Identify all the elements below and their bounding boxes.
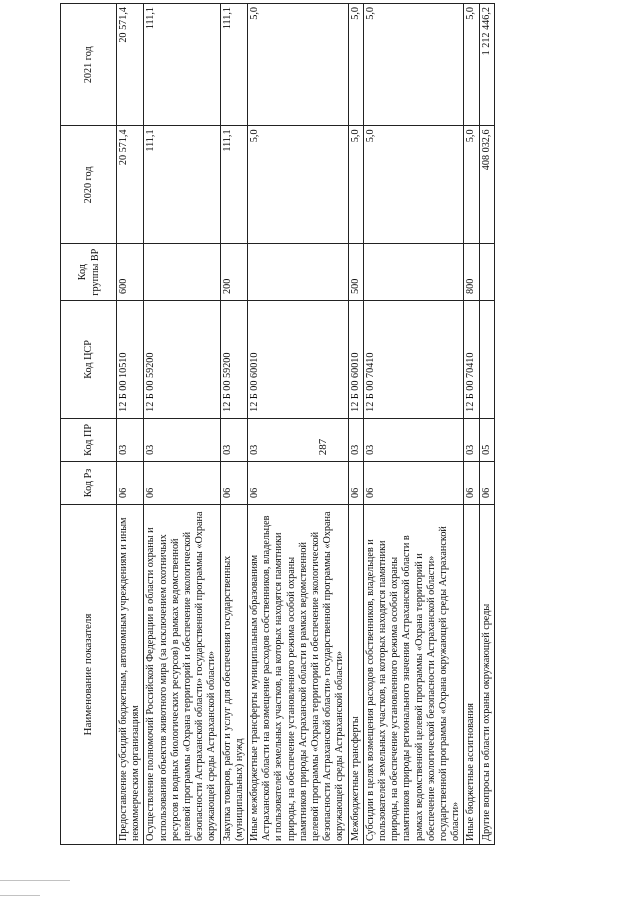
cell-vr [248, 244, 349, 301]
cell-2021: 5,0 [348, 4, 363, 126]
cell-2021: 20 571,4 [117, 4, 144, 126]
table-row [117, 4, 144, 845]
cell-pr: 05 [479, 418, 494, 461]
table-header-row [61, 4, 117, 845]
cell-2020: 408 032,6 [479, 126, 494, 244]
rotated-table-container [60, 3, 600, 845]
cell-2020: 5,0 [348, 126, 363, 244]
cell-csr: 12 Б 00 70410 [363, 300, 464, 418]
cell-2020: 111,1 [220, 126, 247, 244]
cell-rz: 06 [220, 461, 247, 504]
header-vr: Код группы ВР [61, 244, 117, 301]
cell-2020: 5,0 [248, 126, 349, 244]
cell-name: Иные бюджетные ассигнования [464, 504, 479, 844]
cell-2020: 5,0 [363, 126, 464, 244]
header-2021: 2021 год [61, 4, 117, 126]
cell-rz: 06 [464, 461, 479, 504]
cell-pr: 03 [363, 418, 464, 461]
cell-csr: 12 Б 00 59200 [220, 300, 247, 418]
cell-rz: 06 [363, 461, 464, 504]
cell-rz: 06 [479, 461, 494, 504]
cell-2020: 20 571,4 [117, 126, 144, 244]
cell-csr: 12 Б 00 60010 [348, 300, 363, 418]
cell-name: Субсидии в целях возмещения расходов собственников, владельцев и пользователей земельных участков, на которых находятся памятники природы, на обеспечение установленного режима особой охраны памятников природы регионального значения Астраханской области в рамках ведомственной целевой программы «Охрана территорий и обеспечение экологической безопасности Астраханской области» государственной программы «Охрана окружающей среды Астраханской области» [363, 504, 464, 844]
cell-vr [144, 244, 220, 301]
header-pr: Код ПР [61, 418, 117, 461]
cell-name: Иные межбюджетные трансферты муниципальным образованиям Астраханской области на возмещение расходов собственников, владельцев и пользователей земельных участков, на которых находятся памятники природы, на обеспечение установленного режима особой охраны памятников природы Астраханской области в рамках ведомственной целевой программы «Охрана территорий и обеспечение экологической безопасности Астраханской области» государственной программы «Охрана окружающей среды Астраханской области» [248, 504, 349, 844]
cell-2020: 5,0 [464, 126, 479, 244]
table-row [348, 4, 363, 845]
budget-table [60, 3, 495, 845]
cell-vr [479, 244, 494, 301]
table-row [363, 4, 464, 845]
cell-pr: 03 [248, 418, 349, 461]
cell-rz: 06 [144, 461, 220, 504]
cell-csr: 12 Б 00 59200 [144, 300, 220, 418]
cell-rz: 06 [117, 461, 144, 504]
cell-pr: 03 [348, 418, 363, 461]
scan-edge-mark [0, 895, 40, 896]
cell-csr: 12 Б 00 10510 [117, 300, 144, 418]
cell-vr: 600 [117, 244, 144, 301]
cell-name: Другие вопросы в области охраны окружающей среды [479, 504, 494, 844]
cell-pr: 03 [144, 418, 220, 461]
table-row [220, 4, 247, 845]
table-row [144, 4, 220, 845]
cell-pr: 03 [464, 418, 479, 461]
table-row [464, 4, 479, 845]
cell-vr: 800 [464, 244, 479, 301]
cell-2020: 111,1 [144, 126, 220, 244]
cell-vr [363, 244, 464, 301]
header-rz: Код Рз [61, 461, 117, 504]
cell-2021: 5,0 [248, 4, 349, 126]
header-name: Наименование показателя [61, 504, 117, 844]
cell-name: Предоставление субсидий бюджетным, автономным учреждениям и иным некоммерческим организациям [117, 504, 144, 844]
cell-rz: 06 [348, 461, 363, 504]
cell-csr: 12 Б 00 70410 [464, 300, 479, 418]
table-row [479, 4, 494, 845]
cell-2021: 111,1 [220, 4, 247, 126]
header-2020: 2020 год [61, 126, 117, 244]
cell-vr: 500 [348, 244, 363, 301]
table-row [248, 4, 349, 845]
cell-csr: 12 Б 00 60010 [248, 300, 349, 418]
cell-rz: 06 [248, 461, 349, 504]
cell-name: Закупка товаров, работ и услуг для обеспечения государственных (муниципальных) нужд [220, 504, 247, 844]
cell-pr: 03 [220, 418, 247, 461]
scan-edge-mark [0, 880, 70, 881]
cell-csr [479, 300, 494, 418]
header-csr: Код ЦСР [61, 300, 117, 418]
cell-name: Межбюджетные трансферты [348, 504, 363, 844]
cell-name: Осуществление полномочий Российской Федерации в области охраны и использования объектов животного мира (за исключением охотничьих ресурсов и водных биологических ресурсов) в рамках ведомственной целевой программы «Охрана территорий и обеспечение экологической безопасности Астраханской области» государственной программы «Охрана окружающей среды Астраханской области» [144, 504, 220, 844]
cell-2021: 111,1 [144, 4, 220, 126]
page-number: 287 [317, 438, 329, 456]
cell-2021: 5,0 [363, 4, 464, 126]
cell-2021: 1 212 446,2 [479, 4, 494, 126]
cell-2021: 5,0 [464, 4, 479, 126]
cell-vr: 200 [220, 244, 247, 301]
cell-pr: 03 [117, 418, 144, 461]
